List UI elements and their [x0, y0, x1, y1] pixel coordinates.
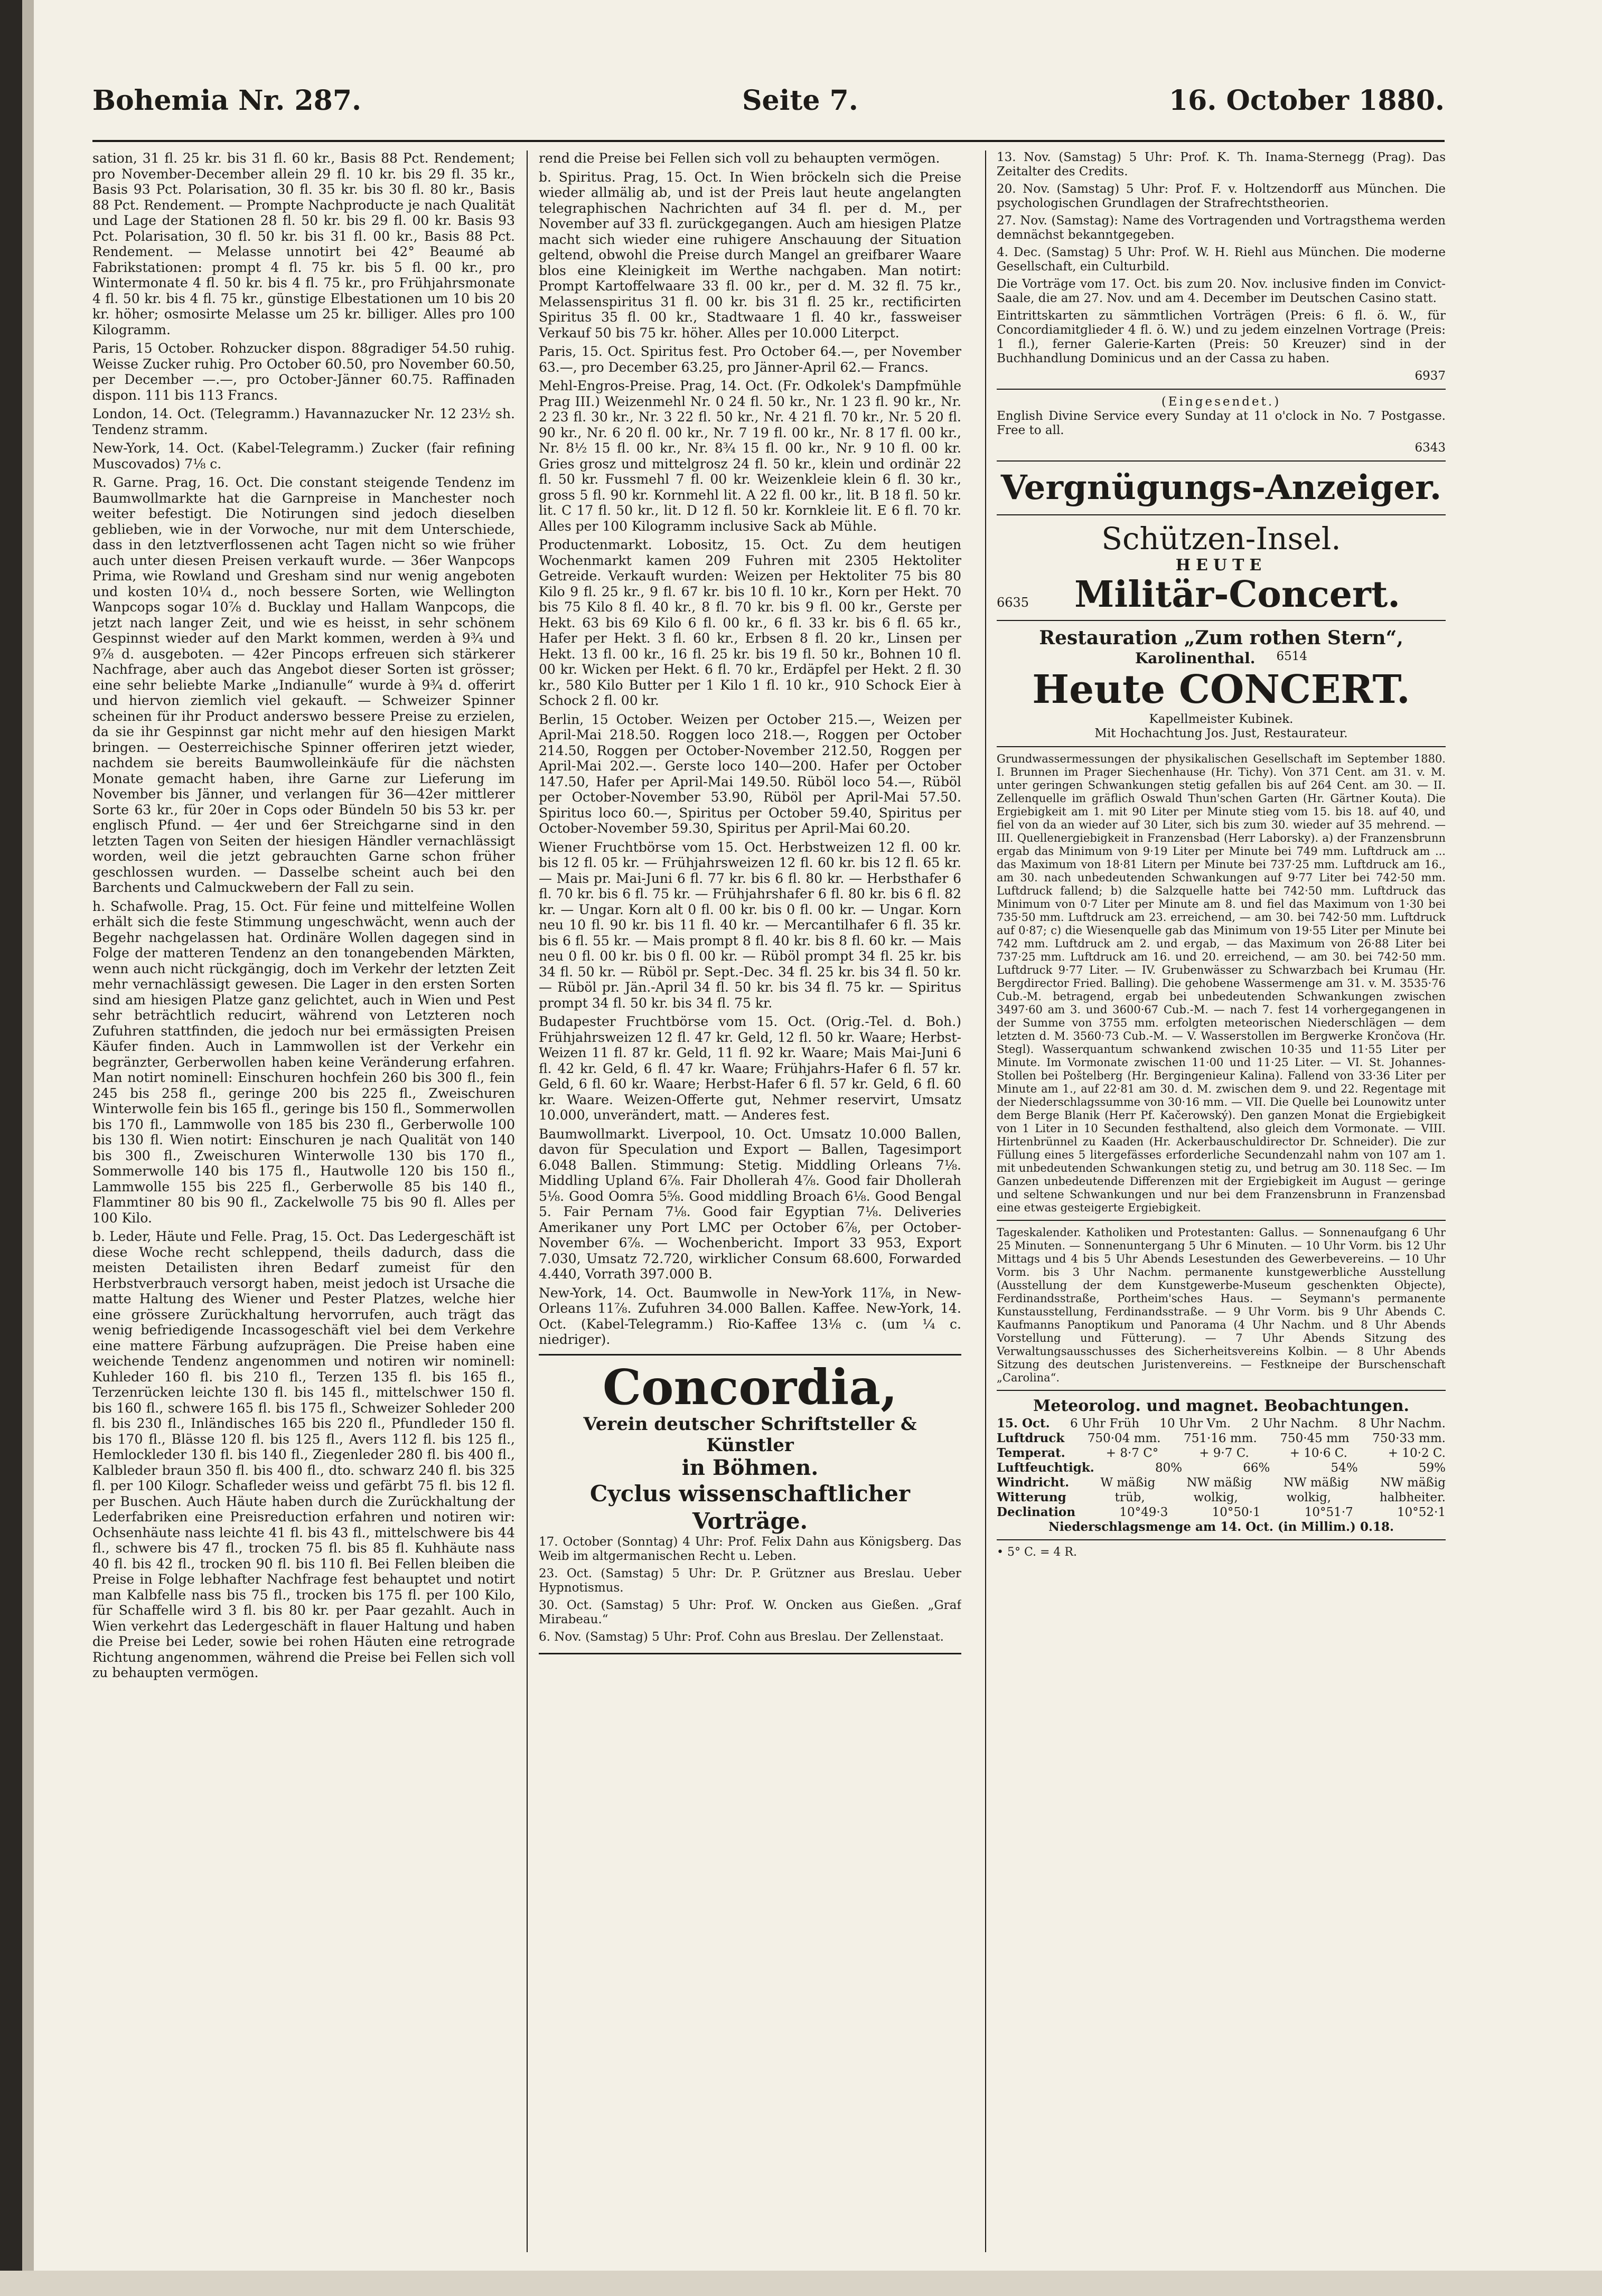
restaurant-location-row [997, 650, 1446, 667]
article-paragraph: sation, 31 fl. 25 kr. bis 31 fl. 60 kr., Basis 88 Pct. Rendement; pro November-December allein 29 fl. 10 kr. bis 29 fl. 35 kr., Basis 93 Pct. Polarisation, 30 fl. 35 kr. bis 30 fl. 80 kr., Basis 88 Pct. Rendement. — Prompte Nachproducte je nach Qualität und Lage der Stationen 28 fl. 50 kr. bis 29 fl. 00 kr. Basis 93 Pct. Polarisation, 30 fl. 50 kr. bis 31 fl. 00 kr., Basis 88 Pct. Rendement. — Melasse unnotirt bei 42° Beaumé ab Fabrikstationen: prompt 4 fl. 75 kr. bis 5 fl. 00 kr., pro Wintermonate 4 fl. 50 kr. bis 4 fl. 75 kr., pro Frühjahrsmonate 4 fl. 50 kr. bis 4 fl. 75 kr., günstige Elbestationen um 10 bis 20 kr. höher; osmosirte Melasse um 25 kr. billiger. Alles pro 100 Kilogramm. [92, 150, 515, 337]
meteo-cell: 750·45 mm [1280, 1432, 1350, 1445]
newspaper-page [92, 77, 1445, 2252]
article-paragraph: Paris, 15 October. Rohzucker dispon. 88gradiger 54.50 ruhig. Weisse Zucker ruhig. Pro October 60.50, pro November 60.50, per December —.—, pro October-Jänner 60.75. Raffinaden dispon. 111 bis 113 Francs. [92, 341, 515, 403]
footnote: • 5° C. = 4 R. [997, 1546, 1077, 1559]
meteo-row [997, 1490, 1446, 1505]
meteo-cell: 10°50·1 [1212, 1505, 1261, 1519]
divider [997, 620, 1446, 621]
scan-left-edge-shadow [22, 0, 34, 2296]
divider [997, 460, 1446, 462]
meteo-header-cell: 6 Uhr Früh [1070, 1417, 1140, 1431]
meteo-cell: 751·16 mm. [1184, 1432, 1257, 1445]
meteo-cell: trüb, [1114, 1491, 1145, 1504]
article-paragraph: Wiener Fruchtbörse vom 15. Oct. Herbstweizen 12 fl. 00 kr. bis 12 fl. 05 kr. — Frühjahrsweizen 12 fl. 60 kr. bis 12 fl. 65 kr. — Mais pr. Mai-Juni 6 fl. 77 kr. bis 6 fl. 80 kr. — Herbsthafer 6 fl. 70 kr. bis 6 fl. 75 kr. — Frühjahrshafer 6 fl. 80 kr. bis 6 fl. 82 kr. — Ungar. Korn alt 0 fl. 00 kr. bis 0 fl. 00 kr. — Ungar. Korn neu 10 fl. 90 kr. bis 11 fl. 40 kr. — Mercantilhafer 6 fl. 35 kr. bis 6 fl. 55 kr. — Mais prompt 8 fl. 40 kr. bis 8 fl. 60 kr. — Mais neu 0 fl. 00 kr. bis 0 fl. 00 kr. — Rüböl prompt 34 fl. 25 kr. bis 34 fl. 50 kr. — Rüböl pr. Sept.-Dec. 34 fl. 25 kr. bis 34 fl. 50 kr. — Rüböl pr. Jän.-April 34 fl. 50 kr. bis 34 fl. 75 kr. — Spiritus prompt 34 fl. 50 kr. bis 34 fl. 75 kr. [539, 839, 961, 1011]
concordia-title: Concordia, [602, 1358, 898, 1416]
meteo-header-cell: 10 Uhr Vm. [1159, 1417, 1231, 1431]
ad-reference-number: 6937 [1414, 369, 1446, 383]
divider [997, 1390, 1446, 1391]
article-paragraph: Mehl-Engros-Preise. Prag, 14. Oct. (Fr. Odkolek's Dampfmühle Prag III.) Weizenmehl Nr. 0 24 fl. 50 kr., Nr. 1 23 fl. 90 kr., Nr. 2 23 fl. 30 kr., Nr. 3 22 fl. 50 kr., Nr. 4 21 fl. 70 kr., Nr. 5 20 fl. 90 kr., Nr. 6 20 fl. 00 kr., Nr. 7 19 fl. 00 kr., Nr. 8 17 fl. 00 kr., Nr. 8½ 15 fl. 00 kr., Nr. 8¾ 15 fl. 00 kr., Nr. 9 10 fl. 00 kr. Gries grosz und mittelgrosz 24 fl. 50 kr., klein und ordinär 22 fl. 50 kr. Fussmehl 7 fl. 00 kr. Weizenkleie klein 6 fl. 30 kr., gross 5 fl. 90 kr. Kornmehl lit. A 22 fl. 00 kr., lit. B 18 fl. 50 kr. lit. C 17 fl. 50 kr., lit. D 12 fl. 50 kr. Kornkleie lit. E 6 fl. 70 kr. Alles per 100 Kilogramm inclusive Sack ab Mühle. [539, 378, 961, 534]
article-paragraph: Productenmarkt. Lobositz, 15. Oct. Zu dem heutigen Wochenmarkt kamen 209 Fuhren mit 2305 Hektoliter Getreide. Verkauft wurden: Weizen per Hektoliter 75 bis 80 Kilo 9 fl. 25 kr., 9 fl. 67 kr. bis 10 fl. 10 kr., Korn per Hekt. 70 bis 75 Kilo 8 fl. 40 kr., 8 fl. 70 kr. bis 9 fl. 00 kr., Gerste per Hekt. 63 bis 69 Kilo 6 fl. 00 kr., 6 fl. 33 kr. bis 6 fl. 65 kr., Hafer per Hekt. 3 fl. 60 kr., Erbsen 8 fl. 20 kr., Linsen per Hekt. 13 fl. 00 kr., 16 fl. 25 kr. bis 19 fl. 50 kr., Bohnen 10 fl. 00 kr. Wicken per Hekt. 6 fl. 70 kr., Erdäpfel per Hekt. 2 fl. 30 kr., 580 Kilo Butter per 1 Kilo 1 fl. 10 kr., 910 Schock Eier à Schock 2 fl. 00 kr. [539, 537, 961, 708]
tageskalender: Tageskalender. Katholiken und Protestanten: Gallus. — Sonnenaufgang 6 Uhr 25 Minuten. — Sonnenuntergang 5 Uhr 6 Minuten. — 10 Uhr Vorm. bis 12 Uhr Mittags und 4 bis 5 Uhr Abends Lesestunden des Gewerbevereins. — 10 Uhr Vorm. bis 3 Uhr Nachm. permanente kunstgewerbliche Ausstellung (Ausstellung der dem Kunstgewerbe-Museum geschenkten Objecte), Ferdinandsstraße, Portheim'sches Haus. — Seymann's permanente Kunstausstellung, Ferdinandsstraße. — 9 Uhr Vorm. bis 9 Uhr Abends C. Kaufmanns Panoptikum und Panorama (4 Uhr Nachm. und 8 Uhr Abends Vorstellung und Fütterung). — 7 Uhr Abends Sitzung des Verwaltungsausschusses des Sicherheitsvereins Kolbin. — 8 Uhr Abends Sitzung des deutschen Juristenvereins. — Festkneipe der Burschenschaft „Carolina“. [997, 1226, 1446, 1384]
militaer-concert-title: Militär-Concert. [1074, 573, 1400, 616]
article-paragraph: b. Leder, Häute und Felle. Prag, 15. Oct. Das Ledergeschäft ist diese Woche recht schleppend, theils dadurch, dass die meisten Detailisten ihren Bedarf zumeist für den Herbstverbrauch versorgt haben, meist jedoch ist Ursache die matte Haltung des Wiener und Pester Platzes, welche hier eine grössere Zurückhaltung hervorrufen, auch trägt das wenig befriedigende Incassogeschäft viel bei dem Verkehre eine mattere Färbung aufzuprägen. Die Preise haben eine weichende Tendenz angenommen und notiren wir nominell: Kuhleder 160 fl. bis 210 fl., Terzen 135 fl. bis 165 fl., Terzenrücken leichte 130 fl. bis 145 fl., mittelschwer 150 fl. bis 160 fl., schwere 165 fl. bis 175 fl., Schweizer Sohleder 200 fl. bis 230 fl., Inländisches 165 bis 220 fl., Pfundleder 150 fl. bis 170 fl., Blässe 120 fl. bis 125 fl., Avers 112 fl. bis 125 fl., Hemlockleder 130 fl. bis 140 fl., Ziegenleder 280 fl. bis 400 fl., Kalbleder braun 350 fl. bis 400 fl., dto. schwarz 240 fl. bis 325 fl. per 100 Kilogr. Schafleder weiss und gefärbt 75 fl. bis 12 fl. per Buschen. Auch Häute haben durch die Zurückhaltung der Lederfabriken eine Preisreduction erfahren und notiren wir: Ochsenhäute nass leichte 41 fl. bis 43 fl., mittelschwere bis 44 fl., schwere bis 47 fl., trocken 75 fl. bis 85 fl. Kuhhäute nass 40 fl. bis 42 fl., trocken 90 fl. bis 110 fl. Bei Fellen bleiben die Preise in Folge lebhafter Nachfrage fest behauptet und notirt man Kalbfelle nass bis 75 fl., trocken bis 175 fl. per 100 Kilo, für Schaffelle wird 3 fl. bis 80 kr. per Paar gezahlt. Auch in Wien verkehrt das Ledergeschäft in flauer Haltung und haben die Preise bei Leder, sowie bei rohen Häuten eine retrograde Richtung angenommen, während die Preise bei Fellen sich voll zu behaupten vermögen. [92, 1229, 515, 1680]
column-rule [527, 150, 528, 2252]
lecture-item: 4. Dec. (Samstag) 5 Uhr: Prof. W. H. Riehl aus München. Die moderne Gesellschaft, ein Culturbild. [997, 246, 1446, 274]
heute-concert-title: Heute CONCERT. [1032, 667, 1410, 712]
meteo-cell: Temperat. [997, 1446, 1065, 1460]
meteo-cell: W mäßig [1100, 1476, 1156, 1490]
article-paragraph: New-York, 14. Oct. Baumwolle in New-York 11⅞, in New-Orleans 11⅞. Zufuhren 34.000 Ballen. Kaffee. New-York, 14. Oct. (Kabel-Telegramm.) Rio-Kaffee 13⅛ c. (um ¼ c. niedriger). [539, 1285, 961, 1347]
divider [997, 1539, 1446, 1540]
divider [997, 389, 1446, 390]
article-paragraph: New-York, 14. Oct. (Kabel-Telegramm.) Zucker (fair refining Muscovados) 7⅛ c. [92, 440, 515, 472]
lecture-venue-note: Die Vorträge vom 17. Oct. bis zum 20. Nov. inclusive finden im Convict-Saale, die am 27. Nov. und am 4. December im Deutschen Casino statt. [997, 277, 1446, 305]
scan-bottom-edge [0, 2271, 1602, 2296]
meteo-cell: Luftfeuchtigk. [997, 1461, 1094, 1475]
meteo-cell: 10°51·7 [1304, 1505, 1353, 1519]
meteo-cell: wolkig, [1193, 1491, 1238, 1504]
article-paragraph: Baumwollmarkt. Liverpool, 10. Oct. Umsatz 10.000 Ballen, davon für Speculation und Export — Ballen, Tagesimport 6.048 Ballen. Stimmung: Stetig. Middling Orleans 7⅛. Middling Upland 6⅞. Fair Dhollerah 4⅞. Good fair Dhollerah 5⅛. Good Oomra 5⅝. Good middling Broach 6⅛. Good Bengal 5. Fair Pernam 7⅛. Good fair Egyptian 7⅛. Deliveries Amerikaner uny Port LMC per October 6⅞, per October-November 6⅞. — Wochenbericht. Import 33 953, Export 7.030, Umsatz 72.720, wirklicher Consum 68.600, Forwarded 4.440, Vorrath 397.000 B. [539, 1126, 961, 1282]
meteo-header-cell: 2 Uhr Nachm. [1251, 1417, 1338, 1431]
meteo-cell: 750·04 mm. [1087, 1432, 1161, 1445]
article-paragraph: London, 14. Oct. (Telegramm.) Havannazucker Nr. 12 23½ sh. Tendenz stramm. [92, 406, 515, 437]
grundwasser-report: Grundwassermessungen der physikalischen Gesellschaft im September 1880. I. Brunnen im Prager Siechenhause (Hr. Tichy). Von 371 Cent. am 31. v. M. unter geringen Schwankungen stetig gefallen bis auf 264 Cent. am 30. — II. Zellenquelle im gräflich Oswald Thun'schen Garten (Hr. Gärtner Kouta). Die Ergiebigkeit am 1. mit 90 Liter per Minute stieg vom 15. bis 18. auf 40, und fiel von da an wieder auf 30 Liter, sich bis zum 30. wieder auf 35 mehrend. — III. Quellenergiebigkeit in Franzensbad (Herr Laborsky). a) der Franzensbrunn ergab das Minimum von 9·19 Liter per Minute bei 749 mm. Luftdruck am ... das Maximum von 18·81 Litern per Minute bei 737·25 mm. Luftdruck am 16., am 30. nach unbedeutenden Schwankungen auf 9·77 Liter bei 742·50 mm. Luftdruck fallend; b) die Salzquelle hatte bei 742·50 mm. Luftdruck das Minimum von 0·7 Liter per Minute am 8. und fiel das Maximum von 1·30 bei 735·50 mm. Luftdruck am 23. erreichend, — am 30. bei 742·50 mm. Luftdruck auf 0·87; c) die Wiesenquelle gab das Minimum von 19·55 Liter per Minute bei 742 mm. Luftdruck am 2. und ergab, — das Maximum von 26·88 Liter bei 737·25 mm. Luftdruck am 16. und 20. erreichend, — am 30. bei 742·50 mm. Luftdruck 9·77 Liter. — IV. Grubenwässer zu Schwarzbach bei Krumau (Hr. Bergdirector Fried. Balling). Die gehobene Wassermenge am 31. v. M. 3535·76 Cub.-M. betragend, ergab bei unbedeutenden Schwankungen zwischen 3497·60 am 3. und 3600·67 Cub.-M. — nach 7. fest 14 vorhergegangenen in der Summe von 3755 mm. erfolgten meteorischen Niederschlägen — dem letzten d. M. 3560·73 Cub.-M. — V. Wasserstollen im Bergwerke Krončova (Hr. Stegl). Wasserquantum schwankend zwischen 10·35 und 11·55 Liter per Minute. Im Vormonate zwischen 11·00 und 11·25 Liter. — VI. St. Johannes-Stollen bei Poštelberg (Hr. Bergingenieur Kalina). Fallend von 33·36 Liter per Minute am 1., auf 22·81 am 30. d. M. zwischen dem 9. und 22. Regentage mit der Niederschlagssumme von 30·16 mm. — VII. Die Quelle bei Lounowitz unter dem Berge Blanik (Herr Pf. Kačerowský). Den ganzen Monat die Ergiebigkeit von 1 Liter in 10 Secunden festhaltend, also gleich dem Vormonate. — VIII. Hirtenbrünnel zu Kaaden (Hr. Ackerbauschuldirector Dr. Schneider). Die zur Füllung eines 5 litergefässes erforderliche Secundenzahl nahm von 107 am 1. mit unbedeutenden Schwankungen stetig zu, und betrug am 30. 118 Sec. — Im Ganzen unbedeutende Differenzen mit der Ergiebigkeit im August — geringe und seltene Schwankungen und nur bei dem Franzensbrunn in Franzensbad eine etwas gesteigerte Ergiebigkeit. [997, 752, 1446, 1214]
meteo-cell: + 9·7 C. [1199, 1446, 1249, 1460]
meteo-cell: 54% [1331, 1461, 1358, 1475]
restaurant-location: Karolinenthal. [1135, 650, 1256, 667]
meteo-header-row [997, 1416, 1446, 1431]
divider [997, 514, 1446, 515]
meteo-cell: NW mäßig [1283, 1476, 1349, 1490]
meteo-cell: NW mäßig [1380, 1476, 1446, 1490]
divider [997, 746, 1446, 747]
page-header [92, 77, 1445, 142]
lecture-ticket-note: Eintrittskarten zu sämmtlichen Vorträgen (Preis: 6 fl. ö. W., für Concordiamitglieder 4 fl. ö. W.) und zu jedem einzelnen Vortrage (Preis: 1 fl.), ferner Galerie-Karten (Preis: 50 Kreuzer) sind in der Buchhandlung Dominicus und an der Cassa zu haben. [997, 309, 1446, 365]
column-2 [539, 150, 961, 2252]
lecture-item: 30. Oct. (Samstag) 5 Uhr: Prof. W. Oncken aus Gießen. „Graf Mirabeau.“ [539, 1598, 961, 1626]
meteo-header-cell: 15. Oct. [997, 1416, 1050, 1431]
lecture-item: 27. Nov. (Samstag): Name des Vortragenden und Vortragsthema werden demnächst bekanntgegeben. [997, 214, 1446, 242]
article-paragraph: Paris, 15. Oct. Spiritus fest. Pro October 64.—, per November 63.—, pro December 63.25, pro Jänner-April 62.— Francs. [539, 344, 961, 375]
eingesendet-heading: (Eingesendet.) [1161, 395, 1281, 409]
publication-issue: Bohemia Nr. 287. [92, 84, 362, 117]
lecture-item: 23. Oct. (Samstag) 5 Uhr: Dr. P. Grützner aus Breslau. Ueber Hypnotismus. [539, 1566, 961, 1595]
meteo-cell: halbheiter. [1379, 1491, 1446, 1504]
ad-reference-number: 6343 [1414, 441, 1446, 455]
column-1 [92, 150, 515, 2252]
hochachtung-line: Mit Hochachtung Jos. Just, Restaurateur. [1094, 727, 1348, 740]
meteo-footer: Niederschlagsmenge am 14. Oct. (in Millim.) 0.18. [1048, 1520, 1394, 1534]
meteo-cell: + 8·7 C° [1106, 1446, 1159, 1460]
meteo-cell: 10°49·3 [1119, 1505, 1168, 1519]
venue-schuetzen-insel: Schützen-Insel. [1101, 521, 1341, 557]
militaer-row [997, 575, 1446, 615]
article-paragraph: b. Spiritus. Prag, 15. Oct. In Wien bröckeln sich die Preise wieder allmälig ab, und ist der Preis laut heute angelangten telegraphischen Nachrichten auf 34 fl. per d. M., per November auf 33 fl. zurückgegangen. Auch am hiesigen Platze macht sich wieder eine ruhigere Anschauung der Situation geltend, obwohl die Preise durch Mangel an greifbarer Waare blos eine Kleinigkeit im Werthe nachgaben. Man notirt: Prompt Kartoffelwaare 33 fl. 00 kr., per d. M. 32 fl. 75 kr., Melassenspiritus 31 fl. 00 kr. bis 31 fl. 25 kr., rectificirten Spiritus 35 fl. 00 kr., Stadtwaare 1 fl. 40 kr., fassweiser Verkauf 50 bis 75 kr. höher. Alles per 10.000 Literpct. [539, 169, 961, 341]
page-number: Seite 7. [742, 84, 858, 117]
scan-left-edge [0, 0, 22, 2296]
meteo-header-cell: 8 Uhr Nachm. [1358, 1417, 1446, 1431]
meteo-cell: Declination [997, 1505, 1076, 1519]
article-paragraph: Budapester Fruchtbörse vom 15. Oct. (Orig.-Tel. d. Boh.) Frühjahrsweizen 12 fl. 47 kr. Geld, 12 fl. 50 kr. Waare; Herbst-Weizen 11 fl. 87 kr. Geld, 11 fl. 92 kr. Waare; Mais Mai-Juni 6 fl. 42 kr. Geld, 6 fl. 47 kr. Waare; Frühjahrs-Hafer 6 fl. 57 kr. Geld, 6 fl. 60 kr. Waare; Herbst-Hafer 6 fl. 57 kr. Geld, 6 fl. 60 kr. Waare. Weizen-Offerte gut, Nehmer reservirt, Umsatz 10.000, unverändert, matt. — Anderes fest. [539, 1014, 961, 1123]
eingesendet-text: English Divine Service every Sunday at 11 o'clock in No. 7 Postgasse. Free to all. [997, 409, 1446, 437]
heute-label: HEUTE [1175, 556, 1267, 575]
meteo-row [997, 1431, 1446, 1446]
meteo-cell: 750·33 mm. [1372, 1432, 1446, 1445]
lecture-item: 6. Nov. (Samstag) 5 Uhr: Prof. Cohn aus Breslau. Der Zellenstaat. [539, 1630, 944, 1644]
meteo-row [997, 1475, 1446, 1490]
ad-reference-number: 6635 [997, 595, 1029, 610]
meteo-row [997, 1505, 1446, 1520]
meteo-cell: NW mäßig [1186, 1476, 1252, 1490]
meteo-cell: Witterung [997, 1490, 1066, 1504]
lecture-item: 17. October (Sonntag) 4 Uhr: Prof. Felix Dahn aus Königsberg. Das Weib im altgermanischen Recht u. Leben. [539, 1535, 961, 1563]
article-paragraph: Berlin, 15 October. Weizen per October 215.—, Weizen per April-Mai 218.50. Roggen loco 218.—, Roggen per October 214.50, Roggen per October-November 212.50, Roggen per April-Mai 202.—. Gerste loco 140—200. Hafer per October 147.50, Hafer per April-Mai 149.50. Rüböl loco 54.—, Rüböl per October-November 53.90, Rüböl per April-Mai 57.50. Spiritus loco 60.—, Spiritus per October 59.40, Spiritus per October-November 59.30, Spiritus per April-Mai 60.20. [539, 711, 961, 836]
publication-date: 16. October 1880. [1168, 84, 1445, 117]
divider [997, 1220, 1446, 1221]
meteo-cell: 80% [1155, 1461, 1183, 1475]
ad-reference-number: 6514 [1276, 650, 1308, 663]
meteo-cell: wolkig, [1286, 1491, 1331, 1504]
column-3 [985, 150, 1446, 2252]
meteo-cell: + 10·2 C. [1388, 1446, 1446, 1460]
vergnuegungs-anzeiger-title: Vergnügungs-Anzeiger. [1000, 468, 1442, 507]
concordia-location: in Böhmen. [681, 1455, 819, 1480]
meteo-cell: 66% [1243, 1461, 1270, 1475]
meteo-cell: Windricht. [997, 1475, 1070, 1490]
article-paragraph: R. Garne. Prag, 16. Oct. Die constant steigende Tendenz im Baumwollmarkte hat die Garnpreise in Manchester noch weiter befestigt. Die Notirungen sind jedoch dieselben geblieben, wie in der Vorwoche, nur mit dem Unterschiede, dass in den letztverflossenen acht Tagen nicht so wie früher auch unter diesen Preisen verkauft wurde. — 36er Wanpcops Prima, wie Rowland und Gresham sind nur wenig angeboten und kosten 10¼ d., noch bessere Sorten, wie Wellington Wanpcops sogar 10⅞ d. Bucklay und Hallam Wanpcops, die jetzt nach langer Zeit, und wie es heisst, in sehr schönem Gespinnst wieder auf den Markt kommen, werden à 9¾ und 9⅞ d. ausgeboten. — 42er Pincops erfreuen sich stärkerer Nachfrage, aber auch das Angebot dieser Sorten ist grösser; eine sehr beliebte Marke „Indianulle“ wurde à 9¾ d. offerirt und hiervon ziemlich viel gekauft. — Schweizer Spinner scheinen für ihr Product anderswo bessere Preise zu erzielen, da sie ihr Gespinnst gar nicht mehr auf den hiesigen Markt bringen. — Oesterreichische Spinner offeriren jetzt wieder, nachdem sie bereits Baumwolleinkäufe für die nächsten Monate gemacht haben, ihre Garne zur Lieferung im November bis Jänner, und verlangen für 36—42er mittlerer Sorte 63 kr., für 20er in Cops oder Bündeln 50 bis 53 kr. per englisch Pfund. — 4er und 6er Streichgarne sind in den letzten Tagen von Seiten der hiesigen Händler vernachlässigt worden, weil die jetzt gebrauchten Garne schon früher geschlossen wurden. — Dasselbe scheint auch bei den Barchents und Calmuckwebern der Fall zu sein. [92, 475, 515, 895]
meteo-title: Meteorolog. und magnet. Beobachtungen. [1033, 1397, 1409, 1415]
concordia-ad [539, 1354, 961, 1654]
meteo-cell: + 10·6 C. [1289, 1446, 1347, 1460]
meteo-cell: 10°52·1 [1397, 1505, 1446, 1519]
concordia-subtitle: Verein deutscher Schriftsteller & Künstler [583, 1413, 917, 1456]
article-paragraph: h. Schafwolle. Prag, 15. Oct. Für feine und mittelfeine Wollen erhält sich die feste Stimmung ungeschwächt, wenn auch der Begehr nachgelassen hat. Ordinäre Wollen dagegen sind in Folge der matteren Tendenz an den tonangebenden Märkten, wenn auch nicht rückgängig, doch im Verkehr der letzten Zeit mehr vernachlässigt gewesen. Die Lager in den ersten Sorten sind am hiesigen Platze ganz gelichtet, auch in Wien und Pest sehr beträchtlich reducirt, während von Letzteren noch Zufuhren stattfinden, die jedoch nur bei ermässigten Preisen Käufer finden. Auch in Lammwollen ist der Verkehr ein begränzter, Gerberwollen haben keine Veränderung erfahren. Man notirt nominell: Einschuren hochfein 260 bis 300 fl., fein 245 bis 258 fl., geringe 200 bis 225 fl., Zweischuren Winterwolle fein bis 165 fl., geringe bis 150 fl., Sommerwollen bis 170 fl., Lammwolle von 185 bis 230 fl., Gerberwolle 100 bis 130 fl. Wien notirt: Einschuren je nach Qualität von 140 bis 300 fl., Zweischuren Winterwolle 130 bis 170 fl., Sommerwolle 140 bis 175 fl., Hautwolle 120 bis 150 fl., Lammwolle 155 bis 225 fl., Gerberwolle 85 bis 140 fl., Flammtiner 80 bis 90 fl., Zackelwolle 75 bis 90 fl. Alles per 100 Kilo. [92, 898, 515, 1226]
article-paragraph: rend die Preise bei Fellen sich voll zu behaupten vermögen. [539, 150, 940, 166]
meteo-cell: Luftdruck [997, 1431, 1065, 1445]
meteo-row [997, 1446, 1446, 1461]
lecture-item: 13. Nov. (Samstag) 5 Uhr: Prof. K. Th. Inama-Sternegg (Prag). Das Zeitalter des Credits. [997, 150, 1446, 178]
meteo-row [997, 1461, 1446, 1475]
meteo-cell: 59% [1418, 1461, 1446, 1475]
restaurant-name: Restauration „Zum rothen Stern“, [1039, 627, 1403, 649]
concordia-cycle-title: Cyclus wissenschaftlicher Vorträge. [589, 1480, 911, 1534]
lecture-item: 20. Nov. (Samstag) 5 Uhr: Prof. F. v. Holtzendorff aus München. Die psychologischen Grundlagen der Strafrechtstheorien. [997, 182, 1446, 210]
kapellmeister-line: Kapellmeister Kubinek. [1149, 712, 1294, 726]
